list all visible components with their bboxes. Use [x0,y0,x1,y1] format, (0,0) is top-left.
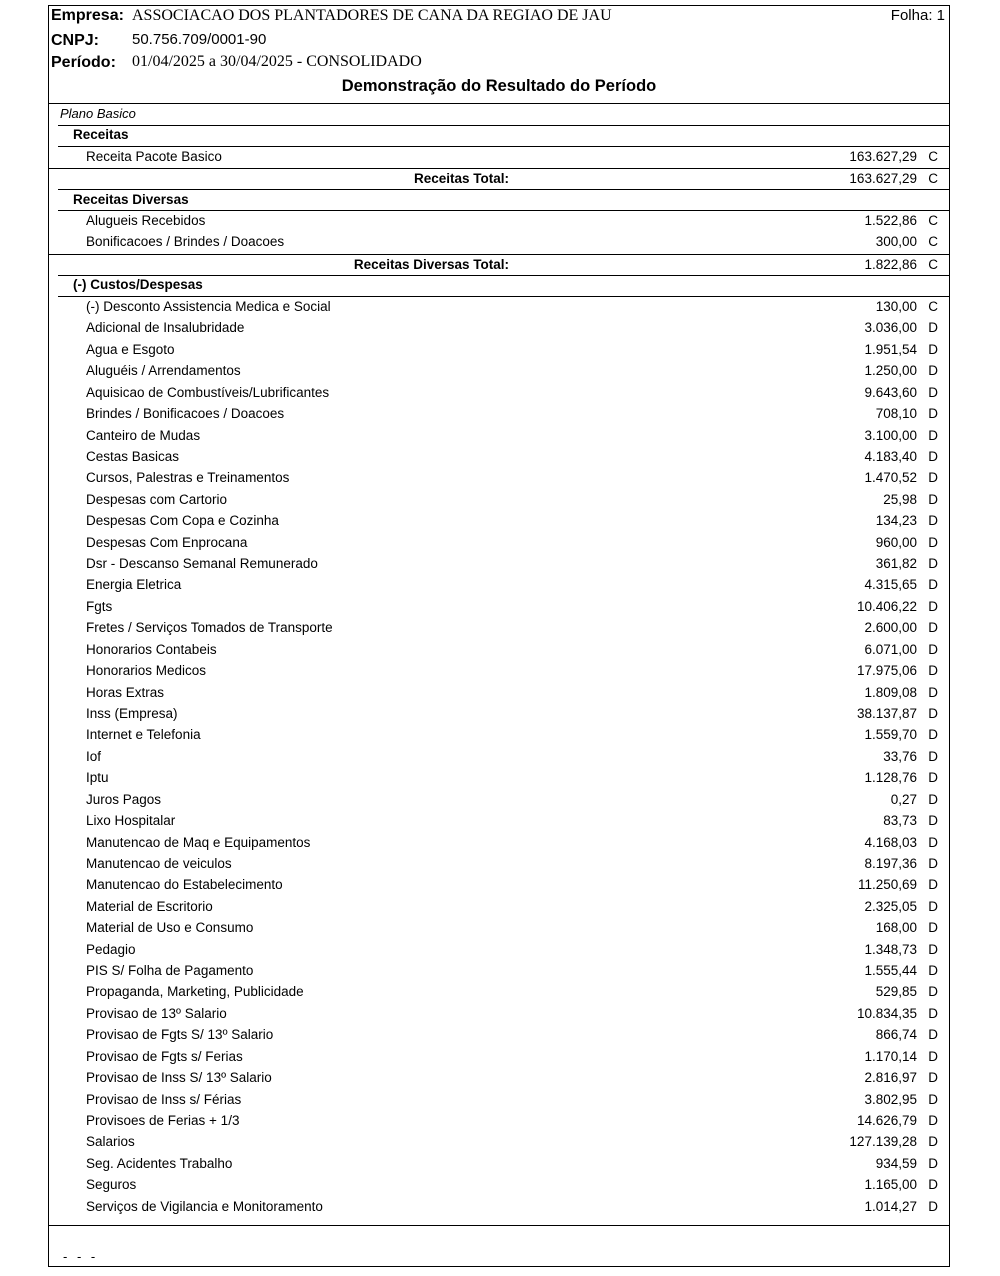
line-item-label: Lixo Hospitalar [86,813,176,829]
line-item-nature: D [928,1177,938,1193]
plano-label: Plano Basico [60,106,136,121]
line-item-nature: D [928,1155,938,1171]
line-item-label: Iof [86,748,102,764]
line-item-row [49,939,949,960]
line-item-label: Dsr - Descanso Semanal Remunerado [86,556,318,572]
receitas-total-row [49,168,949,189]
line-item-label: Manutencao de Maq e Equipamentos [86,834,311,850]
line-item-row [49,1110,949,1131]
line-item-amount: 3.100,00 [864,427,917,443]
line-item-amount: 168,00 [875,920,917,936]
line-item-row [49,746,949,767]
line-item-row [49,1067,949,1088]
total-amount: 1.822,86 [864,257,917,272]
line-item-row [49,703,949,724]
line-item-amount: 934,59 [875,1155,917,1171]
cnpj-value: 50.756.709/0001-90 [132,31,267,48]
line-item-nature: D [928,748,938,764]
total-amount: 163.627,29 [849,171,917,186]
line-item-row [49,403,949,424]
line-item-nature: D [928,984,938,1000]
section-title-custos: (-) Custos/Despesas [73,277,203,292]
line-item-amount: 1.250,00 [864,363,917,379]
line-item-amount: 866,74 [875,1027,917,1043]
line-item-row [49,146,949,167]
line-item-nature: D [928,963,938,979]
line-item-amount: 1.559,70 [864,727,917,743]
line-item-row [49,660,949,681]
line-item-nature: D [928,448,938,464]
line-item-nature: D [928,641,938,657]
divider [49,103,949,104]
line-item-amount: 300,00 [875,234,917,250]
line-item-row [49,724,949,745]
line-item-amount: 1.348,73 [864,941,917,957]
periodo-label: Período: [51,54,116,71]
section-title-receitas: Receitas [73,127,129,142]
line-item-row [49,1089,949,1110]
line-item-nature: D [928,320,938,336]
line-item-nature: D [928,491,938,507]
line-item-label: Provisao de Fgts s/ Ferias [86,1048,243,1064]
line-item-row [49,1153,949,1174]
divider [58,125,949,126]
line-item-row [49,467,949,488]
line-item-nature: D [928,341,938,357]
line-item-nature: D [928,1048,938,1064]
footer-dashes: - - - [63,1249,99,1264]
line-item-row [49,1131,949,1152]
receitas-diversas-total-row [49,254,949,275]
line-item-amount: 0,27 [890,791,917,807]
line-item-row [49,874,949,895]
line-item-row [49,853,949,874]
empresa-value: ASSOCIACAO DOS PLANTADORES DE CANA DA REGIAO DE JAU [132,7,612,24]
line-item-label: Horas Extras [86,684,165,700]
line-item-amount: 9.643,60 [864,384,917,400]
line-item-row [49,382,949,403]
line-item-nature: D [928,1070,938,1086]
line-item-label: Material de Uso e Consumo [86,920,254,936]
line-item-label: Agua e Esgoto [86,341,175,357]
line-item-label: Seg. Acidentes Trabalho [86,1155,233,1171]
periodo-value: 01/04/2025 a 30/04/2025 - CONSOLIDADO [132,53,422,70]
line-item-row [49,617,949,638]
line-item-label: Provisao de Inss s/ Férias [86,1091,242,1107]
line-item-label: Internet e Telefonia [86,727,201,743]
line-item-row [49,682,949,703]
line-item-label: Provisoes de Ferias + 1/3 [86,1112,240,1128]
line-item-nature: C [928,213,938,228]
line-item-label: Bonificacoes / Brindes / Doacoes [86,234,285,250]
line-item-amount: 2.325,05 [864,898,917,914]
line-item-amount: 127.139,28 [849,1134,917,1150]
line-item-nature: D [928,1198,938,1214]
line-item-amount: 4.183,40 [864,448,917,464]
line-item-amount: 1.165,00 [864,1177,917,1193]
line-item-nature: D [928,556,938,572]
line-item-nature: D [928,427,938,443]
line-item-label: Aluguéis / Arrendamentos [86,363,241,379]
line-item-row [49,896,949,917]
folha-page-number: Folha: 1 [890,7,945,24]
section-title-receitas-diversas: Receitas Diversas [73,192,189,207]
line-item-label: Canteiro de Mudas [86,427,201,443]
line-item-nature: D [928,620,938,636]
line-item-amount: 4.168,03 [864,834,917,850]
line-item-amount: 2.816,97 [864,1070,917,1086]
line-item-label: Inss (Empresa) [86,705,178,721]
line-item-nature: C [928,234,938,250]
divider [58,189,949,190]
line-item-amount: 1.170,14 [864,1048,917,1064]
line-item-row [49,489,949,510]
line-item-nature: D [928,1112,938,1128]
line-item-row [49,917,949,938]
line-item-row [49,1046,949,1067]
line-item-label: Provisao de Fgts S/ 13º Salario [86,1027,274,1043]
line-item-amount: 3.036,00 [864,320,917,336]
line-item-nature: C [928,299,938,314]
line-item-nature: D [928,791,938,807]
line-item-amount: 529,85 [875,984,917,1000]
document-title: Demonstração do Resultado do Período [341,77,657,95]
cnpj-label: CNPJ: [51,32,100,49]
line-item-amount: 38.137,87 [856,705,917,721]
total-label: Receitas Total: [413,171,509,186]
line-item-row [49,574,949,595]
line-item-row [49,789,949,810]
line-item-label: Propaganda, Marketing, Publicidade [86,984,304,1000]
line-item-label: Aquisicao de Combustíveis/Lubrificantes [86,384,330,400]
line-item-label: Alugueis Recebidos [86,213,206,228]
line-item-nature: D [928,663,938,679]
line-item-nature: D [928,384,938,400]
line-item-label: Juros Pagos [86,791,162,807]
line-item-amount: 1.809,08 [864,684,917,700]
line-item-amount: 1.555,44 [864,963,917,979]
line-item-label: Provisao de Inss S/ 13º Salario [86,1070,272,1086]
line-item-amount: 130,00 [875,299,917,314]
line-item-nature: D [928,513,938,529]
line-item-label: Despesas Com Enprocana [86,534,248,550]
total-nature: C [928,257,938,272]
line-item-amount: 83,73 [883,813,917,829]
line-item-label: Cursos, Palestras e Treinamentos [86,470,290,486]
line-item-label: Honorarios Medicos [86,663,207,679]
report-frame [48,5,950,1267]
line-item-amount: 17.975,06 [856,663,917,679]
line-item-row [49,360,949,381]
line-item-nature: D [928,770,938,786]
line-item-amount: 8.197,36 [864,855,917,871]
line-item-nature: D [928,534,938,550]
line-item-amount: 708,10 [875,406,917,422]
line-item-label: Salarios [86,1134,135,1150]
line-item-amount: 1.014,27 [864,1198,917,1214]
line-item-label: Energia Eletrica [86,577,182,593]
line-item-nature: D [928,1134,938,1150]
line-item-amount: 134,23 [875,513,917,529]
line-item-row [49,767,949,788]
line-item-label: Brindes / Bonificacoes / Doacoes [86,406,285,422]
line-item-row [49,1024,949,1045]
line-item-amount: 6.071,00 [864,641,917,657]
line-item-label: Material de Escritorio [86,898,213,914]
line-item-nature: D [928,1005,938,1021]
line-item-row [49,1174,949,1195]
line-item-amount: 3.802,95 [864,1091,917,1107]
line-item-nature: D [928,877,938,893]
total-nature: C [928,171,938,186]
line-item-amount: 33,76 [883,748,917,764]
line-item-nature: D [928,898,938,914]
line-item-amount: 4.315,65 [864,577,917,593]
line-item-label: Despesas com Cartorio [86,491,228,507]
line-item-amount: 2.600,00 [864,620,917,636]
line-item-label: Iptu [86,770,109,786]
line-item-row [49,1196,949,1217]
line-item-row [49,317,949,338]
line-item-label: Fretes / Serviços Tomados de Transporte [86,620,333,636]
line-item-row [49,532,949,553]
line-item-amount: 163.627,29 [849,149,917,164]
line-item-amount: 1.470,52 [864,470,917,486]
line-item-amount: 11.250,69 [857,877,917,893]
line-item-nature: D [928,577,938,593]
line-item-nature: D [928,598,938,614]
line-item-row [49,960,949,981]
line-item-row [49,1003,949,1024]
line-item-row [49,446,949,467]
line-item-label: Cestas Basicas [86,448,180,464]
line-item-label: Despesas Com Copa e Cozinha [86,513,279,529]
line-item-nature: D [928,363,938,379]
line-item-amount: 1.128,76 [864,770,917,786]
line-item-row [49,810,949,831]
line-item-row [49,639,949,660]
line-item-row [49,296,949,317]
line-item-nature: D [928,813,938,829]
line-item-nature: D [928,941,938,957]
divider [49,1225,949,1226]
line-item-amount: 1.951,54 [864,341,917,357]
line-item-nature: C [928,149,938,164]
line-item-nature: D [928,406,938,422]
line-item-label: Adicional de Insalubridade [86,320,245,336]
line-item-amount: 10.834,35 [856,1005,917,1021]
line-item-row [49,596,949,617]
line-item-row [49,231,949,252]
empresa-label: Empresa: [51,7,124,24]
line-item-nature: D [928,470,938,486]
line-item-row [49,832,949,853]
line-item-label: Serviços de Vigilancia e Monitoramento [86,1198,323,1214]
line-item-amount: 960,00 [875,534,917,550]
line-item-row [49,981,949,1002]
line-item-label: Provisao de 13º Salario [86,1005,227,1021]
line-item-label: Receita Pacote Basico [86,149,222,164]
line-item-amount: 10.406,22 [856,598,917,614]
line-item-row [49,553,949,574]
total-label: Receitas Diversas Total: [353,257,509,272]
line-item-nature: D [928,1027,938,1043]
line-item-nature: D [928,684,938,700]
line-item-label: Seguros [86,1177,137,1193]
line-item-nature: D [928,705,938,721]
line-item-row [49,339,949,360]
line-item-label: Honorarios Contabeis [86,641,217,657]
line-item-row [49,510,949,531]
line-item-nature: D [928,1091,938,1107]
line-item-nature: D [928,727,938,743]
line-item-amount: 361,82 [875,556,917,572]
line-item-amount: 25,98 [883,491,917,507]
line-item-row [49,210,949,231]
line-item-label: PIS S/ Folha de Pagamento [86,963,254,979]
line-item-amount: 1.522,86 [864,213,917,228]
line-item-nature: D [928,855,938,871]
line-item-label: (-) Desconto Assistencia Medica e Social [86,299,331,314]
line-item-label: Manutencao de veiculos [86,855,232,871]
line-item-label: Pedagio [86,941,136,957]
line-item-amount: 14.626,79 [856,1112,917,1128]
line-item-nature: D [928,920,938,936]
line-item-label: Fgts [86,598,113,614]
line-item-label: Manutencao do Estabelecimento [86,877,283,893]
line-item-nature: D [928,834,938,850]
line-item-row [49,425,949,446]
